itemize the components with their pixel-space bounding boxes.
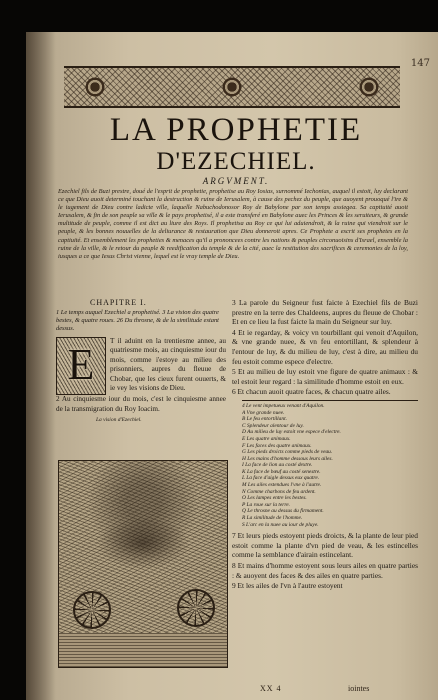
verse-9: 9 Et les ailes de l'vn à l'autre estoyent [232, 581, 343, 591]
verse-6: 6 Et chacun auoit quatre faces, & chacun quatre ailes. [232, 387, 391, 397]
verse-1: T il aduint en la trentiesme annee, au quatriesme mois, au cinquiesme iour du mois, comme i'estoye au milieu des prisonniers, aupres du fleuue de Chobar, que les cieux furent ouuerts, & ie vey les visions de Dieu. [110, 337, 226, 393]
wheel-icon [177, 589, 215, 627]
verse-3: 3 La parole du Seigneur fust faicte à Ezechiel fils de Buzi prestre en la terre des Chaldeens, aupres du fleuue de Chobar : Et en ce lieu la fust faicte la main du Seigneur sur luy. [232, 298, 418, 327]
legend-item: H Les mains d'homme dessous leurs ailes. [242, 455, 333, 462]
page-title: LA PROPHETIE [109, 112, 363, 148]
wheel-icon [73, 591, 111, 629]
legend-item: E Les quatre animaux. [242, 435, 291, 442]
left-column [56, 298, 226, 678]
ornamental-headpiece [64, 66, 400, 108]
legend-item: L La face d'aigle dessus eux quatre. [242, 475, 320, 482]
chapter-heading: CHAPITRE I. [90, 298, 147, 307]
verse-7: 7 Et leurs pieds estoyent pieds droicts, & la plante de leur pied estoit comme la plante d'vn pied de veau, & les estincelles comme la semblance d'airain estincelant. [232, 531, 418, 560]
verse-5: 5 Et au milieu de luy estoit vne figure de quatre animaux : & tel estoit leur regard : la similitude d'homme estoit en eux. [232, 367, 418, 386]
legend-item: F Les faces des quatre animaux. [242, 442, 312, 449]
legend-item: A Vne grande nuee. [242, 409, 285, 416]
verse-2: 2 Au cinquiesme iour du mois, c'est le cinquiesme annee de la transmigration du Roy Ioacim. [56, 395, 226, 413]
legend-item: N Comme charbons de feu ardent. [242, 488, 316, 495]
legend-item: R La similitude de l'homme. [242, 515, 303, 522]
woodcut-illustration [58, 460, 228, 668]
legend-item: Q Le throsne au dessus du firmament. [242, 508, 324, 515]
spine-shadow [26, 32, 56, 700]
figure-legend [242, 400, 418, 528]
catchword: iointes [348, 684, 370, 693]
chapter-summary: 1 Le temps auquel Ezechiel a prophetisé. 3 La vision des quatre bestes, & quatre roues. 26 Du throsne, & de la similitude estant dessus. [56, 309, 219, 332]
dropcap-letter: E [67, 340, 95, 389]
woodcut-ground [59, 633, 227, 667]
legend-item: K La face de bœuf au costé senestre. [242, 468, 321, 475]
page-number: 147 [410, 58, 430, 69]
right-column [232, 298, 418, 670]
book-page [26, 32, 438, 700]
signature-mark: XX 4 [260, 684, 282, 693]
legend-item: S L'arc en la nuee au iour de pluye. [242, 521, 319, 528]
legend-item: G Les pieds droicts comme pieds de veau. [242, 449, 333, 456]
ornament-icon [358, 76, 380, 98]
chapter-body [56, 337, 226, 426]
legend-item: B Le feu entortillant. [242, 416, 287, 423]
dropcap-ornament [56, 337, 106, 395]
figure-caption: La vision d'Ezechiel. [96, 417, 142, 424]
ornament-icon [84, 76, 106, 98]
argument-heading: ARGVMENT. [202, 176, 270, 186]
verse-4: 4 Et ie regarday, & voicy vn tourbillant qui venoit d'Aquilon, & vne grande nuee, & vn feu entortillant, & splendeur à l'entour de luy, & du milieu de luy, c'est à dire, au milieu du feu estoit comme espece d'electre. [232, 327, 418, 366]
ornament-icon [221, 76, 243, 98]
legend-item: D Au milieu de luy estoit vne espece d'electre. [242, 429, 341, 436]
legend-item: 4 Le vent impetueux venant d'Aquilon. [242, 402, 325, 409]
page-subtitle: D'EZECHIEL. [156, 148, 316, 175]
legend-item: C Splendeur alentour de luy. [242, 422, 304, 429]
legend-item: M Les ailes estendues l'vne à l'autre. [242, 482, 322, 489]
legend-item: I La face de lion au costé dextre. [242, 462, 313, 469]
legend-item: P La roue sur la terre. [242, 501, 291, 508]
legend-item: O Les lampes entre les bestes. [242, 495, 307, 502]
argument-text: Ezechiel fils de Buzi prestre, doué de l'esprit de prophetie, prophetise au Roy Iosias, surnommé Iechonias, auquel il estoit, luy declarant ce que Dieu auoit determiné touchant la destruction & ruine de Ierusalem, à cause des pechez du peuple, que auoyent prouoqué l'ire & le iugement de Dieu contre ladicte ville, laquelle Nabuchodonosor Roy de Babylone par son temps assiegea. Sa captiuité auoit Ierusalem, & fin de son peuple sa ville & le pays prophetisé, il a este transferé en Babylone auec les Princes & les seruiteurs, & grande multitude de peuple, comme il est dict au liure des Roys. Il prophetisa au Roy ce qui lui aduiendroit, & la ruine qui viendroit sur le peuple, & les bonnes nouuelles de la deliurance & restauration que Dieu donneroit apres. Ce Prophete a escrit ses prophetes en la captiuité. Et ensemblement les propheties & menaces qu'il a prononcees contre les nations & peuples circonuoisins d'Israel, ensemble la ruine de la ville, & le retour du peuple & reedification du temple & de la cité, auec la restitution des sacrifices & ceremonies de la loy, iusques a ce que Iesus Christ vienne, lequel est le vray temple de Dieu. [58, 188, 408, 260]
verse-8: 8 Et mains d'homme estoyent sous leurs ailes en quatre parties : & auoyent des faces & des ailes en quatre parties. [232, 561, 418, 580]
